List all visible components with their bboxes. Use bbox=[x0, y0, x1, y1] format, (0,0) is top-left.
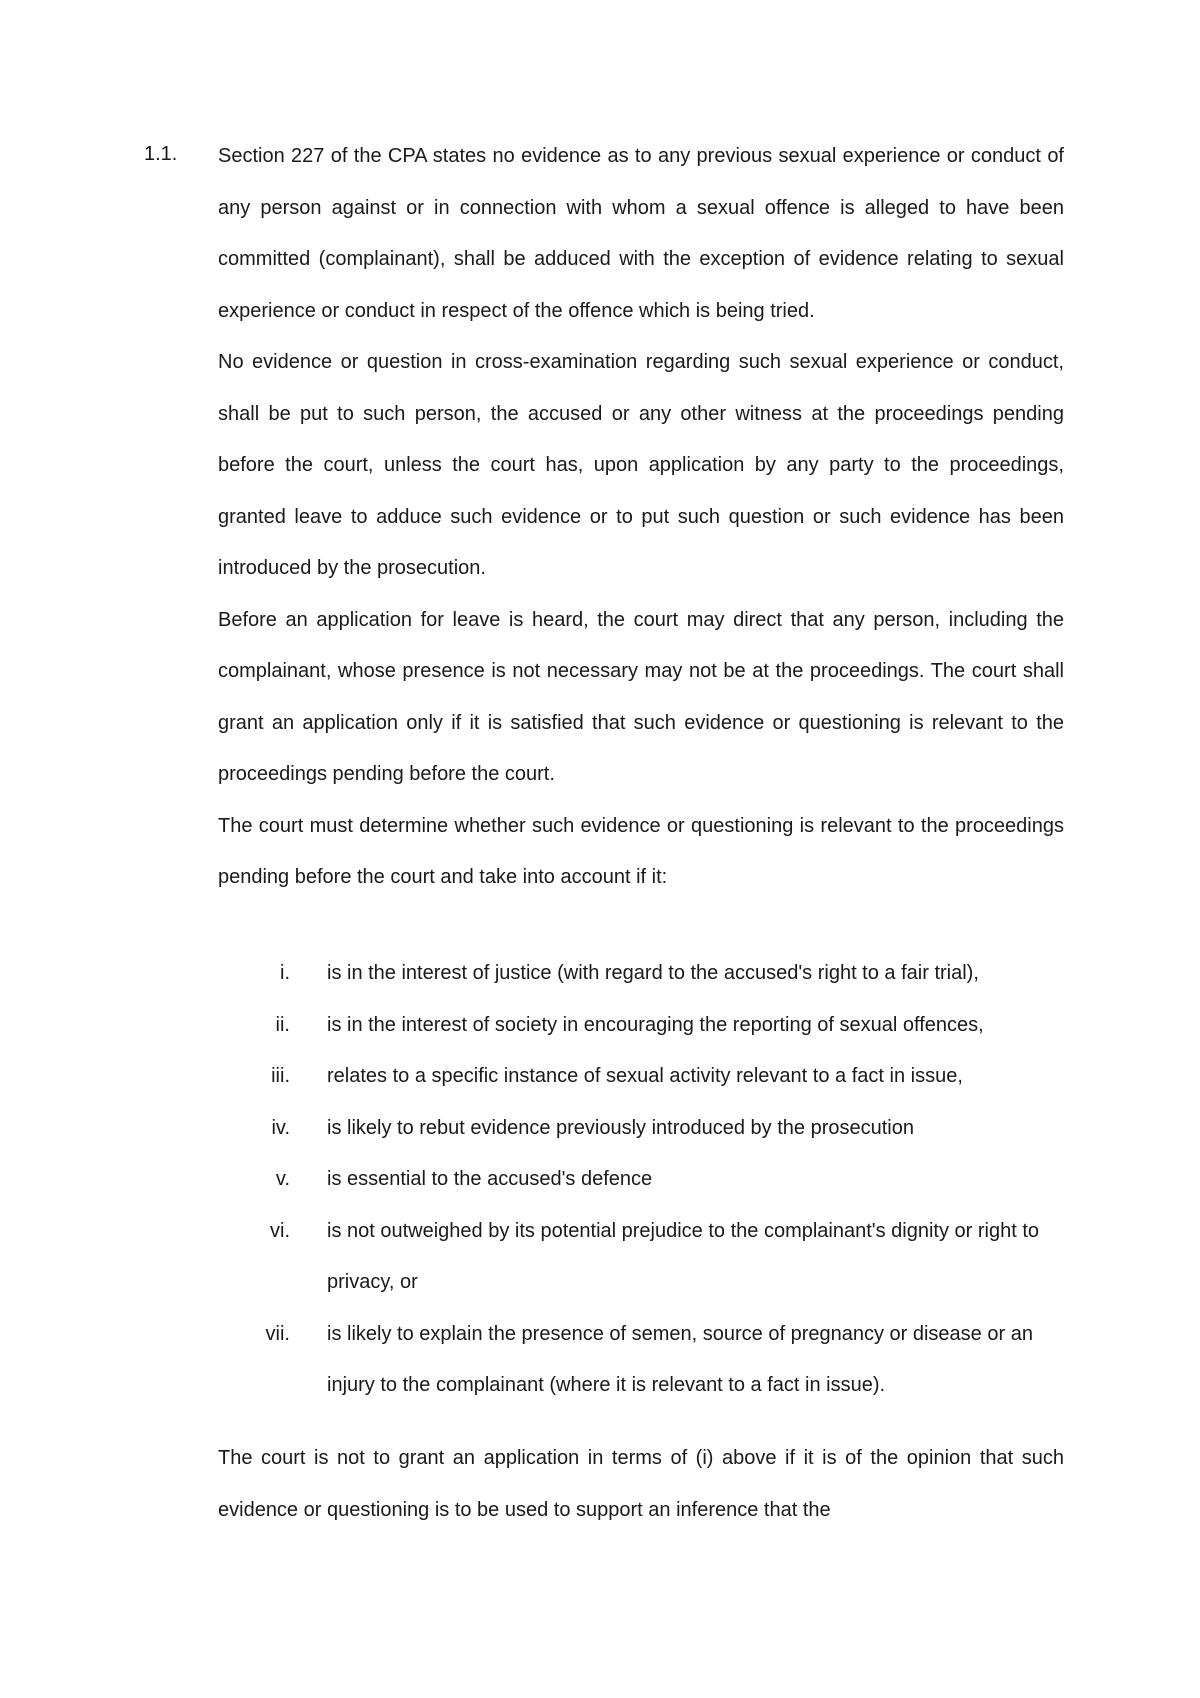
list-number: vi. bbox=[270, 1219, 290, 1242]
criteria-list bbox=[218, 948, 1064, 1412]
section-body bbox=[218, 131, 1064, 904]
list-number: iii. bbox=[271, 1065, 290, 1087]
list-item bbox=[218, 1103, 1064, 1155]
list-item bbox=[218, 1051, 1064, 1103]
closing-body bbox=[218, 1433, 1064, 1536]
paragraph-3: Before an application for leave is heard, the court may direct that any person, including the complainant, whose presence is not necessary may not be at the proceedings. The court shall grant an application only if it is satisfied that such evidence or questioning is relevant to the proceedings pending before the court. bbox=[218, 608, 1064, 785]
list-number: iv. bbox=[271, 1116, 290, 1139]
list-item bbox=[218, 1154, 1064, 1206]
list-item bbox=[218, 1309, 1064, 1412]
section-number: 1.1. bbox=[144, 143, 178, 165]
list-text: relates to a specific instance of sexual activity relevant to a fact in issue, bbox=[327, 1065, 963, 1087]
closing-paragraph: The court is not to grant an application in terms of (i) above if it is of the opinion that such evidence or questioning is to be used to support an inference that the bbox=[218, 1447, 1064, 1521]
paragraph-1: Section 227 of the CPA states no evidence as to any previous sexual experience or conduct of any person against or in connection with whom a sexual offence is alleged to have been committed (complainant), shall be adduced with the exception of evidence relating to sexual experience or conduct in respect of the offence which is being tried. bbox=[218, 145, 1064, 322]
list-text: is essential to the accused's defence bbox=[327, 1168, 653, 1190]
list-text: is likely to rebut evidence previously introduced by the prosecution bbox=[327, 1116, 914, 1139]
list-number: vii. bbox=[265, 1322, 290, 1345]
paragraph-2: No evidence or question in cross-examination regarding such sexual experience or conduct, shall be put to such person, the accused or any other witness at the proceedings pending before the court, unless the court has, upon application by any party to the proceedings, granted leave to adduce such evidence or to put such question or such evidence has been introduced by the prosecution. bbox=[218, 351, 1064, 579]
list-item bbox=[218, 948, 1064, 1000]
list-text: is likely to explain the presence of semen, source of pregnancy or disease or an injury to the complainant (where it is relevant to a fact in issue). bbox=[327, 1322, 1033, 1396]
paragraph-4: The court must determine whether such evidence or questioning is relevant to the proceedings pending before the court and take into account if it: bbox=[218, 814, 1064, 888]
list-number: v. bbox=[275, 1168, 290, 1190]
list-item bbox=[218, 1206, 1064, 1309]
list-item bbox=[218, 1000, 1064, 1052]
list-number: ii. bbox=[275, 1013, 290, 1036]
list-text: is not outweighed by its potential prejudice to the complainant's dignity or right to privacy, or bbox=[327, 1219, 1040, 1293]
list-text: is in the interest of justice (with regard to the accused's right to a fair trial), bbox=[327, 962, 979, 984]
list-text: is in the interest of society in encouraging the reporting of sexual offences, bbox=[327, 1013, 984, 1036]
list-number: i. bbox=[280, 962, 290, 984]
